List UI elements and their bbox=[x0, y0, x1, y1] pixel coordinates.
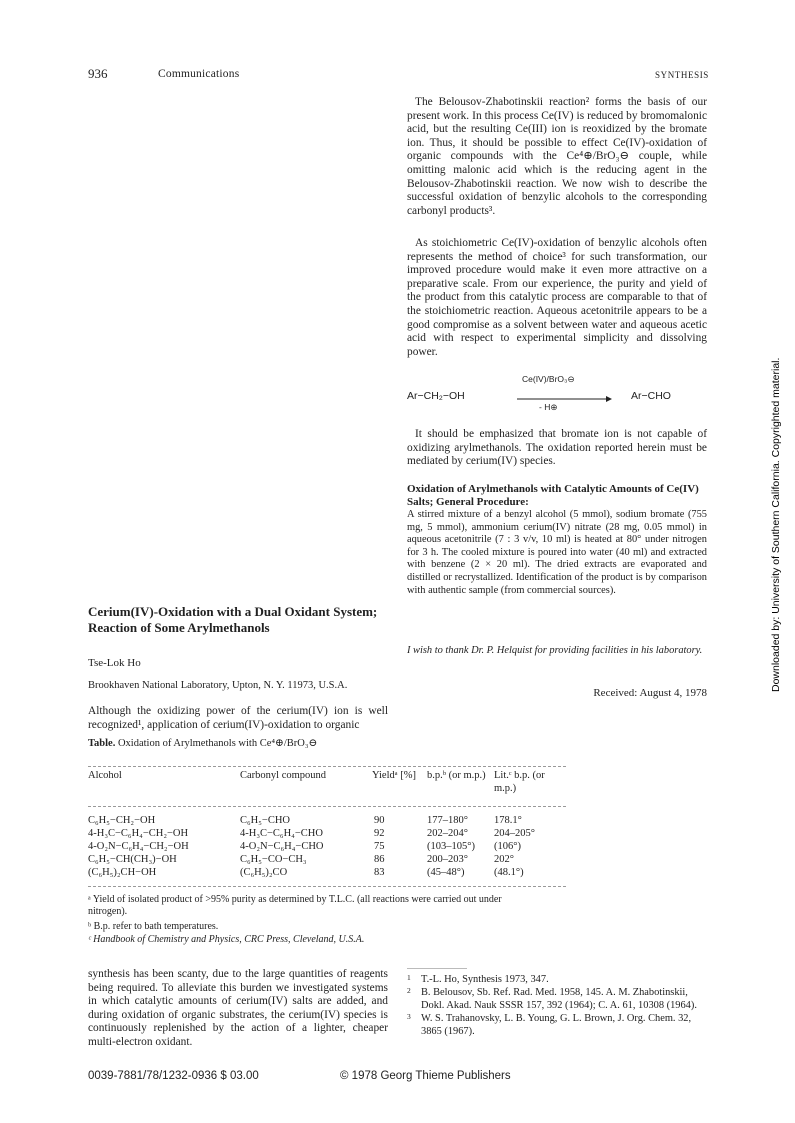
byproduct-label: - H⊕ bbox=[539, 402, 558, 412]
col-header-carbonyl: Carbonyl compound bbox=[240, 770, 327, 781]
cell-alcohol: C₆H₅−CH₂−OH bbox=[88, 815, 156, 826]
reference-mark: 3 bbox=[407, 1012, 411, 1022]
table-rule-mid bbox=[88, 806, 566, 807]
col-header-alcohol: Alcohol bbox=[88, 770, 122, 781]
reference-mark: 2 bbox=[407, 986, 411, 996]
table-label: Table. bbox=[88, 738, 116, 749]
method-paragraph: As stoichiometric Ce(IV)-oxidation of benzylic alcohols often represents the method of choice³ for such transformation, our improved procedure would make it even more attractive on a preparative scale. From our experience, the purity and yield of the product from this catalytic process are comparable to that of the stoichiometric reaction. Aqueous acetonitrile appears to be a good compromise as a solvent between water and aqueous acetic acid with respect to experimental simplicity and dissolving power. bbox=[407, 237, 707, 358]
article-title: Cerium(IV)-Oxidation with a Dual Oxidant System; Reaction of Some Arylmethanols bbox=[88, 604, 378, 635]
cell-lit: (106°) bbox=[494, 841, 521, 852]
col-header-lit: Lit.ᶜ b.p. (or m.p.) bbox=[494, 770, 545, 794]
cell-carbonyl: C₆H₅−CHO bbox=[240, 815, 290, 826]
reference-item bbox=[407, 1013, 707, 1038]
reaction-arrow-icon bbox=[517, 394, 612, 404]
cell-lit: 204–205° bbox=[494, 828, 535, 839]
cell-yield: 75 bbox=[374, 841, 385, 852]
reference-text: W. S. Trahanovsky, L. B. Young, G. L. Brown, J. Org. Chem. 32, 3865 (1967). bbox=[421, 1013, 692, 1037]
reference-list bbox=[407, 974, 707, 1039]
cell-bp: 177–180° bbox=[427, 815, 468, 826]
cell-alcohol: (C₆H₅)₂CH−OH bbox=[88, 867, 157, 878]
reference-mark: 1 bbox=[407, 973, 411, 982]
page-number: 936 bbox=[88, 66, 108, 81]
download-watermark: Downloaded by: University of Southern California. Copyrighted material. bbox=[770, 357, 782, 692]
cell-lit: (48.1°) bbox=[494, 867, 524, 878]
reference-text: B. Belousov, Sb. Ref. Rad. Med. 1958, 145. A. M. Zhabotinskii, Dokl. Akad. Nauk SSSR 157, 392 (1964); C. A. 61, 10308 (1964). bbox=[421, 987, 697, 1011]
table-rule-top bbox=[88, 766, 566, 767]
cell-bp: (103–105°) bbox=[427, 841, 475, 852]
received-date: Received: August 4, 1978 bbox=[593, 687, 707, 699]
table-rule-bottom bbox=[88, 886, 566, 887]
cell-carbonyl: 4-O₂N−C₆H₄−CHO bbox=[240, 841, 324, 852]
refs-rule bbox=[407, 968, 467, 969]
reference-text: T.-L. Ho, Synthesis 1973, 347. bbox=[421, 974, 549, 985]
col-header-bp: b.p.ᵇ (or m.p.) bbox=[427, 770, 486, 781]
reaction-scheme bbox=[407, 374, 707, 414]
table-footnote-b: ᵇ B.p. refer to bath temperatures. bbox=[88, 921, 219, 932]
cell-carbonyl: 4-H₃C−C₆H₄−CHO bbox=[240, 828, 323, 839]
procedure-title: Oxidation of Arylmethanols with Catalytic Amounts of Ce(IV) Salts; General Procedure: bbox=[407, 483, 699, 508]
cell-yield: 92 bbox=[374, 828, 385, 839]
continuation-paragraph: synthesis has been scanty, due to the large quantities of reagents being required. To alleviate this burden we investigated systems in which catalytic amounts of cerium(IV) salts are added, and during oxidation of organic substrates, the cerium(IV) species is continuously replenished by the action of a lighter, cheaper multi-electron oxidant. bbox=[88, 968, 388, 1048]
table-title: Oxidation of Arylmethanols with Ce⁴⊕/BrO₃⊖ bbox=[117, 738, 318, 749]
table-footnote-a: ᵃ Yield of isolated product of >95% purity as determined by T.L.C. (all reactions were carried out under nitrogen). bbox=[88, 894, 502, 917]
intro-paragraph: The Belousov-Zhabotinskii reaction² forms the basis of our present work. In this process Ce(IV) is reduced by bromomalonic acid, but the resulting Ce(III) ion is reoxidized by the bromate ion. Thus, it should be possible to effect Ce(IV)-oxidation of organic compounds with the Ce⁴⊕/BrO₃⊖ couple, while omitting malonic acid which is the reducing agent in the Belousov-Zhabotinskii reaction. We now wish to describe the successful oxidation of benzylic alcohols to the corresponding carbonyl products³. bbox=[407, 96, 707, 217]
col-header-yield: Yieldᵃ [%] bbox=[372, 770, 416, 781]
cell-carbonyl: (C₆H₅)₂CO bbox=[240, 867, 288, 878]
cell-alcohol: 4-H₃C−C₆H₄−CH₂−OH bbox=[88, 828, 189, 839]
abstract-paragraph: Although the oxidizing power of the cerium(IV) ion is well recognized¹, application of cerium(IV)-oxidation to organic bbox=[88, 705, 388, 731]
table-caption bbox=[88, 737, 317, 749]
cell-yield: 86 bbox=[374, 854, 385, 865]
reference-item bbox=[407, 974, 707, 986]
reactant: Ar−CH₂−OH bbox=[407, 390, 465, 402]
reagent-label: Ce(IV)/BrO₃⊖ bbox=[522, 374, 575, 384]
table-footnote-c: ᶜ Handbook of Chemistry and Physics, CRC Press, Cleveland, U.S.A. bbox=[88, 934, 365, 945]
section-name: Communications bbox=[158, 68, 240, 80]
issn-line: 0039-7881/78/1232-0936 $ 03.00 bbox=[88, 1070, 259, 1082]
cell-bp: (45–48°) bbox=[427, 867, 465, 878]
cell-lit: 178.1° bbox=[494, 815, 522, 826]
reference-item bbox=[407, 987, 707, 1012]
cell-alcohol: 4-O₂N−C₆H₄−CH₂−OH bbox=[88, 841, 189, 852]
acknowledgement: I wish to thank Dr. P. Helquist for providing facilities in his laboratory. bbox=[407, 645, 703, 656]
affiliation: Brookhaven National Laboratory, Upton, N. Y. 11973, U.S.A. bbox=[88, 680, 348, 691]
cell-carbonyl: C₆H₅−CO−CH₃ bbox=[240, 854, 307, 865]
author-name: Tse-Lok Ho bbox=[88, 657, 141, 669]
cell-yield: 90 bbox=[374, 815, 385, 826]
cell-alcohol: C₆H₅−CH(CH₃)−OH bbox=[88, 854, 177, 865]
cell-lit: 202° bbox=[494, 854, 514, 865]
procedure-body: A stirred mixture of a benzyl alcohol (5 mmol), sodium bromate (755 mg, 5 mmol), ammonium cerium(IV) nitrate (28 mg, 0.05 mmol) in aqueous acetonitrile (7 : 3 v/v, 10 ml) is heated at 80° under nitrogen for 3 h. The cooled mixture is poured into water (40 ml) and extracted with benzene (2 × 20 ml). The dried extracts are evaporated and distilled or recrystallized. Identification of the product is by comparison with authentic sample (from commercial sources). bbox=[407, 509, 707, 596]
note-paragraph: It should be emphasized that bromate ion is not capable of oxidizing arylmethanols. The oxidation reported herein must be mediated by cerium(IV) species. bbox=[407, 428, 707, 468]
cell-yield: 83 bbox=[374, 867, 385, 878]
cell-bp: 202–204° bbox=[427, 828, 468, 839]
journal-name: SYNTHESIS bbox=[655, 70, 709, 80]
copyright-line: © 1978 Georg Thieme Publishers bbox=[340, 1070, 511, 1082]
cell-bp: 200–203° bbox=[427, 854, 468, 865]
product: Ar−CHO bbox=[631, 390, 671, 402]
